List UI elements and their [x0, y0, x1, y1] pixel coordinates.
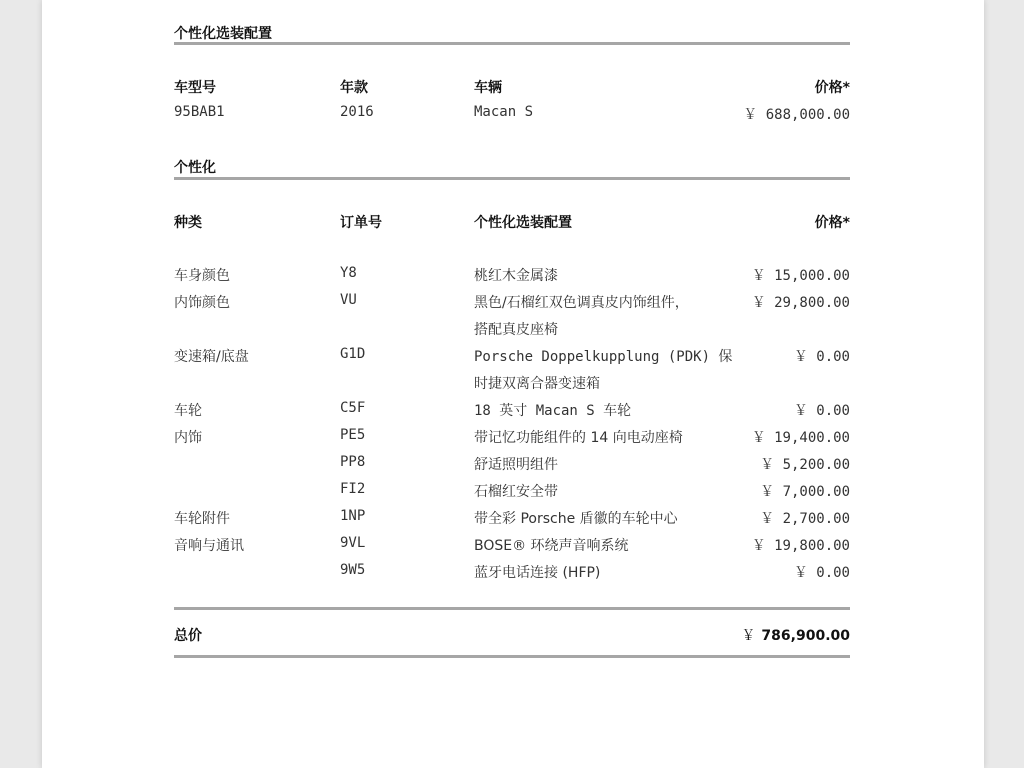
row-order: VU [340, 292, 357, 308]
divider [174, 655, 850, 658]
row-order: FI2 [340, 481, 366, 497]
section-title-config: 个性化选装配置 [174, 26, 272, 42]
header-order-number: 订单号 [340, 215, 382, 231]
row-price: ￥ 15,000.00 [751, 268, 850, 284]
row-category: 音响与通讯 [174, 538, 244, 554]
row-option: Porsche Doppelkupplung (PDK) 保 [474, 349, 733, 365]
year-value: 2016 [340, 104, 374, 120]
header-category: 种类 [174, 215, 202, 231]
row-option: 蓝牙电话连接 (HFP) [474, 565, 601, 581]
row-order: G1D [340, 346, 366, 362]
row-category: 车轮 [174, 403, 202, 419]
total-label: 总价 [174, 628, 202, 644]
row-option: 黑色/石榴红双色调真皮内饰组件， [474, 295, 689, 311]
row-order: 1NP [340, 508, 366, 524]
row-price: ￥ 2,700.00 [760, 511, 850, 527]
row-price: ￥ 5,200.00 [760, 457, 850, 473]
row-order: 9W5 [340, 562, 366, 578]
row-category: 车轮附件 [174, 511, 230, 527]
divider [174, 42, 850, 45]
row-category: 内饰 [174, 430, 202, 446]
total-amount: 786,900.00 [761, 628, 850, 644]
vehicle-value: Macan S [474, 104, 534, 120]
row-option: BOSE® 环绕声音响系统 [474, 538, 629, 554]
currency-symbol: ￥ [741, 628, 756, 644]
row-option: 带全彩 Porsche 盾徽的车轮中心 [474, 511, 678, 527]
row-option: 桃红木金属漆 [474, 268, 558, 284]
divider [174, 607, 850, 610]
row-order: PP8 [340, 454, 366, 470]
row-option-continued: 时捷双离合器变速箱 [474, 376, 600, 392]
header-option-price: 价格* [814, 215, 850, 231]
section-title-personalization: 个性化 [174, 160, 216, 176]
row-option-continued: 搭配真皮座椅 [474, 322, 558, 338]
row-price: ￥ 19,400.00 [751, 430, 850, 446]
model-value: 95BAB1 [174, 104, 225, 120]
header-vehicle: 车辆 [474, 80, 502, 96]
row-category: 内饰颜色 [174, 295, 230, 311]
row-option: 带记忆功能组件的 14 向电动座椅 [474, 430, 683, 446]
row-price: ￥ 29,800.00 [751, 295, 850, 311]
row-category: 变速箱/底盘 [174, 349, 249, 365]
base-price-value: ￥ 688,000.00 [743, 107, 850, 123]
document-page [42, 0, 984, 768]
row-price: ￥ 0.00 [793, 349, 850, 365]
header-model: 车型号 [174, 80, 216, 96]
divider [174, 177, 850, 180]
row-price: ￥ 19,800.00 [751, 538, 850, 554]
header-option: 个性化选装配置 [474, 215, 572, 231]
total-price [741, 625, 850, 645]
row-price: ￥ 0.00 [793, 565, 850, 581]
row-price: ￥ 0.00 [793, 403, 850, 419]
row-option: 石榴红安全带 [474, 484, 558, 500]
row-option: 舒适照明组件 [474, 457, 558, 473]
row-order: C5F [340, 400, 366, 416]
row-category: 车身颜色 [174, 268, 230, 284]
row-order: Y8 [340, 265, 357, 281]
row-option: 18 英寸 Macan S 车轮 [474, 403, 632, 419]
row-order: 9VL [340, 535, 366, 551]
header-year: 年款 [340, 80, 368, 96]
row-order: PE5 [340, 427, 366, 443]
header-price: 价格* [814, 80, 850, 96]
row-price: ￥ 7,000.00 [760, 484, 850, 500]
